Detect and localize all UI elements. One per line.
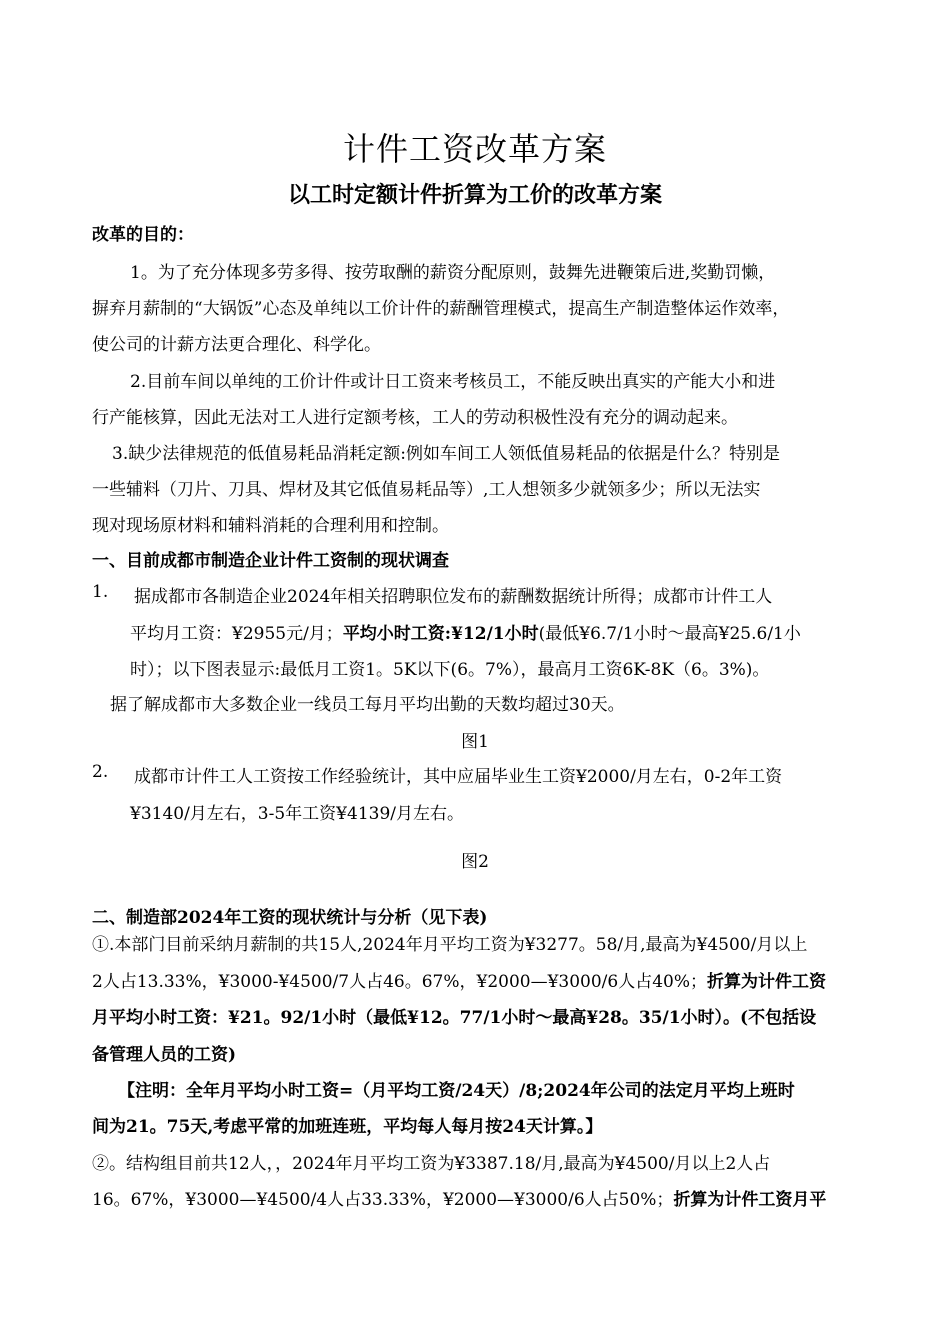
paragraph-line: 使公司的计薪方法更合理化、科学化。 — [92, 335, 381, 355]
paragraph-line — [92, 1185, 826, 1210]
document-subtitle: 以工时定额计件折算为工价的改革方案 — [287, 182, 662, 208]
purpose-heading: 改革的目的： — [92, 225, 194, 245]
paragraph-line: 现对现场原材料和辅料消耗的合理利用和控制。 — [92, 516, 449, 536]
paragraph-line: 2.目前车间以单纯的工价计件或计日工资来考核员工，不能反映出真实的产能大小和进 — [130, 372, 776, 392]
bold-text-span: 折算为计件工资月平 — [673, 1190, 827, 1210]
paragraph-line: 摒弃月薪制的“大锅饭”心态及单纯以工价计件的薪酬管理模式，提高生产制造整体运作效率， — [92, 299, 790, 319]
paragraph-line — [92, 967, 826, 992]
paragraph-line: 据了解成都市大多数企业一线员工每月平均出勤的天数均超过30天。 — [110, 695, 625, 715]
list-number: 2. — [92, 762, 109, 782]
paragraph-line — [130, 619, 801, 644]
note-line: 【注明：全年月平均小时工资=（月平均工资/24天）/8;2024年公司的法定月平均上班时 — [118, 1081, 795, 1101]
section-heading: 一、目前成都市制造企业计件工资制的现状调查 — [92, 551, 449, 571]
figure-caption: 图2 — [461, 852, 489, 872]
bold-text-span: 平均小时工资:¥12/1小时 — [342, 624, 539, 644]
text-span: (最低¥6.7/1小时～最高¥25.6/1小 — [538, 624, 801, 644]
document-title: 计件工资改革方案 — [342, 130, 607, 168]
paragraph-line: 一些辅料（刀片、刀具、焊材及其它低值易耗品等）,工人想领多少就领多少；所以无法实 — [92, 480, 761, 500]
paragraph-line: ②。结构组目前共12人，，2024年月平均工资为¥3387.18/月,最高为¥4500/月以上2人占 — [92, 1154, 771, 1174]
text-span: 平均月工资：¥2955元/月； — [130, 624, 343, 644]
text-span: 2人占13.33%，¥3000-¥4500/7人占46。67%，¥2000—¥3000/6人占40%； — [92, 972, 707, 992]
section-heading: 二、制造部2024年工资的现状统计与分析（见下表) — [92, 908, 488, 928]
paragraph-line: ①.本部门目前采纳月薪制的共15人,2024年月平均工资为¥3277。58/月,最高为¥4500/月以上 — [92, 935, 808, 955]
paragraph-line: 据成都市各制造企业2024年相关招聘职位发布的薪酬数据统计所得；成都市计件工人 — [134, 587, 773, 607]
note-line: 间为21。75天,考虑平常的加班连班，平均每人每月按24天计算。】 — [92, 1117, 603, 1137]
paragraph-line: 成都市计件工人工资按工作经验统计，其中应届毕业生工资¥2000/月左右，0-2年工资 — [134, 767, 783, 787]
paragraph-line: 行产能核算，因此无法对工人进行定额考核，工人的劳动积极性没有充分的调动起来。 — [92, 408, 738, 428]
figure-caption: 图1 — [461, 732, 489, 752]
paragraph-line: 备管理人员的工资) — [92, 1045, 237, 1065]
paragraph-line: 3.缺少法律规范的低值易耗品消耗定额:例如车间工人领低值易耗品的依据是什么？特别是 — [112, 444, 780, 464]
paragraph-line: ¥3140/月左右，3-5年工资¥4139/月左右。 — [130, 804, 464, 824]
paragraph-line: 月平均小时工资：¥21。92/1小时（最低¥12。77/1小时～最高¥28。35/1小时）。(不包括设 — [92, 1008, 817, 1028]
paragraph-line: 时）；以下图表显示:最低月工资1。5K以下(6。7%），最高月工资6K-8K（6。3%)。 — [130, 660, 770, 680]
list-number: 1. — [92, 582, 109, 602]
bold-text-span: 折算为计件工资 — [707, 972, 826, 992]
paragraph-line: 1。为了充分体现多劳多得、按劳取酬的薪资分配原则，鼓舞先进鞭策后进,奖勤罚懒， — [130, 263, 776, 283]
text-span: 16。67%，¥3000—¥4500/4人占33.33%，¥2000—¥3000/6人占50%； — [92, 1190, 674, 1210]
